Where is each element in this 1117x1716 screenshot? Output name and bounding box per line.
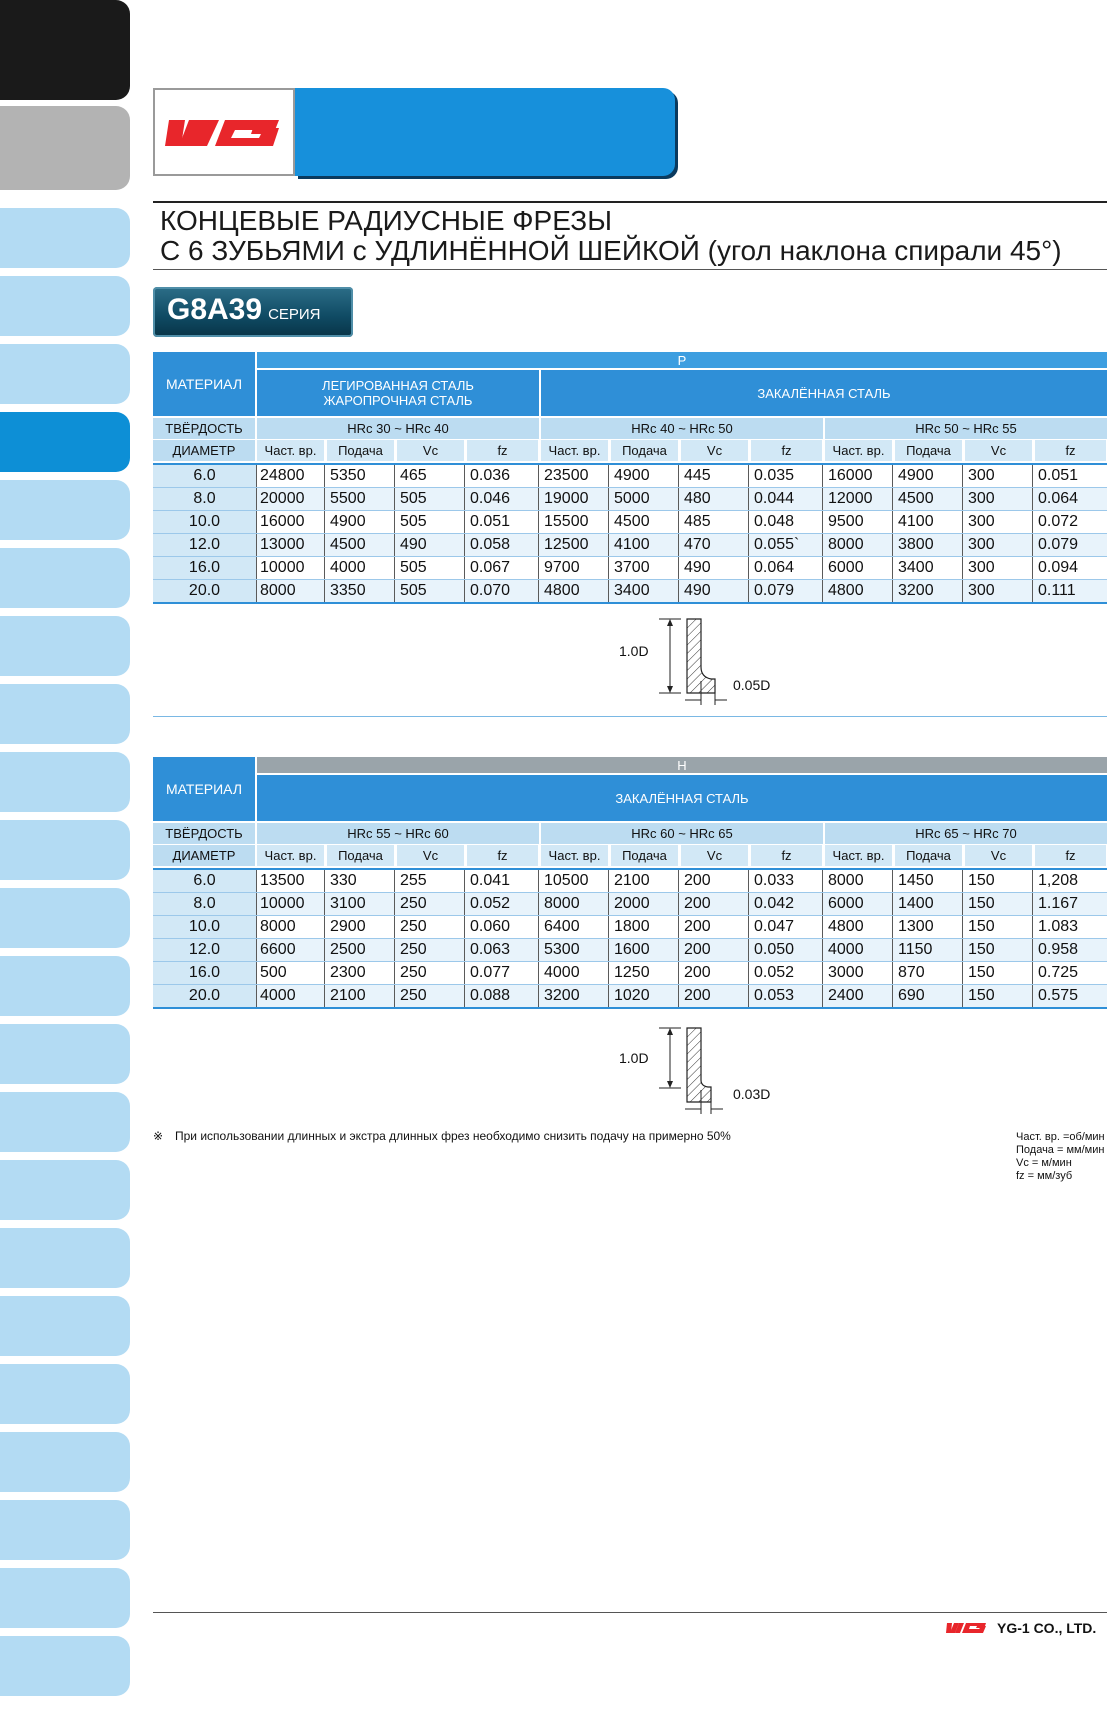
- side-tab-2[interactable]: [0, 208, 130, 268]
- value-cell: 19000: [541, 488, 609, 510]
- value-cell: 2100: [611, 870, 679, 892]
- material-hardened-steel: ЗАКАЛЁННАЯ СТАЛЬ: [257, 775, 1107, 821]
- value-cell: 0.958: [1038, 941, 1079, 958]
- title-rule-top: [153, 201, 1107, 203]
- value-cell: 0.035: [751, 465, 823, 487]
- value-cell: 0.050: [751, 939, 823, 961]
- side-tab-3[interactable]: [0, 276, 130, 336]
- column-header: Vc: [397, 440, 464, 461]
- value-cell: 3350: [327, 580, 395, 602]
- value-cell: 6000: [825, 557, 893, 579]
- table-row: [153, 488, 1107, 511]
- value-cell: 0.077: [467, 962, 539, 984]
- value-cell: 15500: [541, 511, 609, 533]
- side-tab-12[interactable]: [0, 888, 130, 948]
- value-cell: 300: [965, 488, 1033, 510]
- group-h-header: H: [257, 757, 1107, 773]
- value-cell: 2000: [611, 893, 679, 915]
- value-cell: 3200: [895, 580, 963, 602]
- column-header: Vc: [965, 845, 1032, 866]
- value-cell: 3700: [611, 557, 679, 579]
- diameter-cell: 12.0: [153, 939, 257, 961]
- value-cell: 4800: [825, 580, 893, 602]
- value-cell: 0.053: [751, 985, 823, 1007]
- side-tab-14[interactable]: [0, 1024, 130, 1084]
- title-line-1: КОНЦЕВЫЕ РАДИУСНЫЕ ФРЕЗЫ: [160, 205, 612, 236]
- hardness-range-1: HRc 30 ~ HRc 40: [257, 418, 539, 439]
- value-cell: 0.047: [751, 916, 823, 938]
- value-cell: 4900: [895, 465, 963, 487]
- neck-diagram-1: [615, 615, 795, 705]
- value-cell: 3400: [611, 580, 679, 602]
- column-header: Подача: [327, 845, 394, 866]
- column-header: Vc: [681, 845, 748, 866]
- column-header: Подача: [327, 440, 394, 461]
- footnote: [153, 1129, 731, 1143]
- value-cell: 0.079: [751, 580, 823, 602]
- unit-vc: Vc = м/мин: [1016, 1157, 1072, 1169]
- value-cell: 300: [965, 511, 1033, 533]
- value-cell: 4000: [825, 939, 893, 961]
- value-cell: 150: [965, 870, 1033, 892]
- value-cell: 8000: [257, 916, 325, 938]
- value-cell: 8000: [825, 534, 893, 556]
- table-body: [153, 465, 1107, 603]
- diameter-label: ДИАМЕТР: [153, 440, 255, 461]
- value-cell: 4500: [611, 511, 679, 533]
- diameter-cell: 6.0: [153, 465, 257, 487]
- side-tab-0[interactable]: [0, 0, 130, 100]
- value-cell: 9700: [541, 557, 609, 579]
- table-row: [153, 916, 1107, 939]
- value-cell: 0.052: [751, 962, 823, 984]
- column-header: fz: [751, 440, 822, 461]
- column-header: fz: [1035, 440, 1106, 461]
- diameter-label: ДИАМЕТР: [153, 845, 255, 866]
- side-tab-8[interactable]: [0, 616, 130, 676]
- note-mark: ※: [153, 1129, 164, 1143]
- diameter-cell: 6.0: [153, 870, 257, 892]
- value-cell: 0.058: [467, 534, 539, 556]
- diameter-cell: 10.0: [153, 916, 257, 938]
- value-cell: 0.079: [1038, 536, 1079, 553]
- value-cell: 4900: [327, 511, 395, 533]
- diameter-cell: 8.0: [153, 488, 257, 510]
- side-tab-9[interactable]: [0, 684, 130, 744]
- side-tab-6[interactable]: [0, 480, 130, 540]
- value-cell: 4000: [257, 985, 325, 1007]
- value-cell: 5300: [541, 939, 609, 961]
- diameter-cell: 12.0: [153, 534, 257, 556]
- cutting-data-table-h: [153, 757, 1107, 1009]
- group-p-header: P: [257, 352, 1107, 368]
- value-cell: 0.051: [467, 511, 539, 533]
- hardness-range-3: HRc 65 ~ HRc 70: [825, 823, 1107, 844]
- value-cell: 200: [681, 916, 749, 938]
- side-tab-7[interactable]: [0, 548, 130, 608]
- value-cell: 4800: [825, 916, 893, 938]
- value-cell: 500: [257, 962, 325, 984]
- value-cell: 0.575: [1038, 987, 1079, 1004]
- side-tab-22[interactable]: [0, 1568, 130, 1628]
- value-cell: 10000: [257, 893, 325, 915]
- value-cell: 1,208: [1038, 872, 1079, 889]
- units-legend: [1016, 1131, 1105, 1183]
- value-cell: 6400: [541, 916, 609, 938]
- table-row: [153, 534, 1107, 557]
- material-hardened-steel: ЗАКАЛЁННАЯ СТАЛЬ: [541, 370, 1107, 416]
- value-cell: 0.046: [467, 488, 539, 510]
- column-header: Част. вр.: [257, 845, 324, 866]
- value-cell: 5000: [611, 488, 679, 510]
- column-header-row: [153, 845, 1107, 866]
- table-row: [153, 985, 1107, 1008]
- value-cell: 2900: [327, 916, 395, 938]
- diagram-width-label: 0.05D: [733, 677, 771, 693]
- value-cell: 1400: [895, 893, 963, 915]
- value-cell: 0.063: [467, 939, 539, 961]
- yg-small-logo-icon: [945, 1620, 989, 1636]
- side-tab-20[interactable]: [0, 1432, 130, 1492]
- value-cell: 24800: [257, 465, 325, 487]
- value-cell: 150: [965, 985, 1033, 1007]
- material-alloy-steel: ЛЕГИРОВАННАЯ СТАЛЬ ЖАРОПРОЧНАЯ СТАЛЬ: [257, 370, 539, 416]
- diameter-cell: 8.0: [153, 893, 257, 915]
- value-cell: 200: [681, 870, 749, 892]
- side-tab-10[interactable]: [0, 752, 130, 812]
- header-banner: [295, 88, 675, 176]
- value-cell: 0.064: [1038, 490, 1079, 507]
- value-cell: 8000: [541, 893, 609, 915]
- value-cell: 4800: [541, 580, 609, 602]
- unit-feed: Подача = мм/мин: [1016, 1144, 1105, 1156]
- table-row: [153, 511, 1107, 534]
- value-cell: 0.036: [467, 465, 539, 487]
- value-cell: 505: [397, 580, 465, 602]
- title-rule-bottom: [153, 269, 1107, 270]
- table-row: [153, 962, 1107, 985]
- value-cell: 8000: [825, 870, 893, 892]
- value-cell: 3800: [895, 534, 963, 556]
- value-cell: 5350: [327, 465, 395, 487]
- value-cell: 4000: [541, 962, 609, 984]
- column-header: Част. вр.: [825, 845, 892, 866]
- value-cell: 4500: [895, 488, 963, 510]
- value-cell: 1.167: [1038, 895, 1079, 912]
- value-cell: 200: [681, 893, 749, 915]
- value-cell: 0.052: [467, 893, 539, 915]
- side-tab-11[interactable]: [0, 820, 130, 880]
- diameter-cell: 10.0: [153, 511, 257, 533]
- value-cell: 250: [397, 916, 465, 938]
- table-row: [153, 580, 1107, 603]
- side-tab-1[interactable]: [0, 106, 130, 190]
- value-cell: 0.041: [467, 870, 539, 892]
- value-cell: 150: [965, 893, 1033, 915]
- value-cell: 1250: [611, 962, 679, 984]
- column-header: Част. вр.: [541, 845, 608, 866]
- value-cell: 0.048: [751, 511, 823, 533]
- value-cell: 200: [681, 939, 749, 961]
- column-header: fz: [467, 440, 538, 461]
- yg-logo: [153, 88, 295, 176]
- diameter-cell: 16.0: [153, 557, 257, 579]
- hardness-range-3: HRc 50 ~ HRc 55: [825, 418, 1107, 439]
- footer-brand: [945, 1620, 1096, 1636]
- value-cell: 4900: [611, 465, 679, 487]
- value-cell: 4100: [611, 534, 679, 556]
- material-label: МАТЕРИАЛ: [153, 757, 255, 821]
- value-cell: 13500: [257, 870, 325, 892]
- value-cell: 445: [681, 465, 749, 487]
- side-tab-23[interactable]: [0, 1636, 130, 1696]
- note-text: При использовании длинных и экстра длинных фрез необходимо снизить подачу на примерно 50%: [175, 1129, 731, 1143]
- series-badge: [153, 287, 353, 337]
- logo-header: [153, 88, 523, 176]
- value-cell: 300: [965, 465, 1033, 487]
- value-cell: 0.042: [751, 893, 823, 915]
- side-tab-13[interactable]: [0, 956, 130, 1016]
- column-header: Подача: [895, 440, 962, 461]
- diagram-width-label: 0.03D: [733, 1086, 771, 1102]
- value-cell: 250: [397, 962, 465, 984]
- value-cell: 300: [965, 580, 1033, 602]
- value-cell: 490: [681, 580, 749, 602]
- value-cell: 3200: [541, 985, 609, 1007]
- column-header: Част. вр.: [825, 440, 892, 461]
- value-cell: 470: [681, 534, 749, 556]
- unit-rpm: Част. вр. =об/мин: [1016, 1131, 1105, 1143]
- value-cell: 6000: [825, 893, 893, 915]
- value-cell: 0.088: [467, 985, 539, 1007]
- value-cell: 12500: [541, 534, 609, 556]
- value-cell: 20000: [257, 488, 325, 510]
- value-cell: 3400: [895, 557, 963, 579]
- unit-fz: fz = мм/зуб: [1016, 1170, 1073, 1182]
- value-cell: 690: [895, 985, 963, 1007]
- side-tab-21[interactable]: [0, 1500, 130, 1560]
- value-cell: 505: [397, 511, 465, 533]
- side-tab-18[interactable]: [0, 1296, 130, 1356]
- value-cell: 2400: [825, 985, 893, 1007]
- value-cell: 16000: [825, 465, 893, 487]
- value-cell: 10500: [541, 870, 609, 892]
- column-header: Подача: [611, 845, 678, 866]
- company-name: YG-1 CO., LTD.: [997, 1620, 1097, 1636]
- value-cell: 0.111: [1038, 582, 1076, 599]
- value-cell: 6600: [257, 939, 325, 961]
- series-word: СЕРИЯ: [268, 306, 321, 323]
- series-code: G8A39: [167, 293, 263, 326]
- value-cell: 150: [965, 916, 1033, 938]
- hardness-label: ТВЁРДОСТЬ: [153, 418, 255, 439]
- title-line-2: С 6 ЗУБЬЯМИ с УДЛИНЁННОЙ ШЕЙКОЙ (угол наклона спирали 45°): [160, 235, 1062, 266]
- value-cell: 4000: [327, 557, 395, 579]
- hardness-label: ТВЁРДОСТЬ: [153, 823, 255, 844]
- hardness-range-1: HRc 55 ~ HRc 60: [257, 823, 539, 844]
- column-header: fz: [751, 845, 822, 866]
- column-header: Vc: [397, 845, 464, 866]
- diagram-depth-label: 1.0D: [619, 643, 649, 659]
- value-cell: 505: [397, 557, 465, 579]
- value-cell: 0.094: [1038, 559, 1079, 576]
- value-cell: 490: [397, 534, 465, 556]
- value-cell: 0.060: [467, 916, 539, 938]
- value-cell: 480: [681, 488, 749, 510]
- value-cell: 250: [397, 939, 465, 961]
- column-header: Част. вр.: [541, 440, 608, 461]
- column-header: fz: [1035, 845, 1106, 866]
- hardness-range-2: HRc 40 ~ HRc 50: [541, 418, 823, 439]
- side-tabs: [0, 0, 130, 1716]
- value-cell: 2100: [327, 985, 395, 1007]
- value-cell: 485: [681, 511, 749, 533]
- page-title: [160, 206, 1062, 266]
- value-cell: 2500: [327, 939, 395, 961]
- value-cell: 4100: [895, 511, 963, 533]
- value-cell: 3100: [327, 893, 395, 915]
- value-cell: 150: [965, 939, 1033, 961]
- value-cell: 1020: [611, 985, 679, 1007]
- value-cell: 330: [327, 870, 395, 892]
- table-row: [153, 557, 1107, 580]
- footer-rule: [153, 1612, 1107, 1613]
- table-bottom-border: [153, 602, 1107, 604]
- table-row: [153, 870, 1107, 893]
- side-tab-19[interactable]: [0, 1364, 130, 1424]
- value-cell: 300: [965, 557, 1033, 579]
- value-cell: 490: [681, 557, 749, 579]
- value-cell: 870: [895, 962, 963, 984]
- value-cell: 505: [397, 488, 465, 510]
- value-cell: 5500: [327, 488, 395, 510]
- value-cell: 150: [965, 962, 1033, 984]
- value-cell: 13000: [257, 534, 325, 556]
- table-row: [153, 893, 1107, 916]
- column-header: Част. вр.: [257, 440, 324, 461]
- value-cell: 1450: [895, 870, 963, 892]
- value-cell: 255: [397, 870, 465, 892]
- section-separator: [153, 716, 1107, 717]
- value-cell: 0.055`: [751, 534, 823, 556]
- value-cell: 250: [397, 985, 465, 1007]
- diagram-depth-label: 1.0D: [619, 1050, 649, 1066]
- value-cell: 1600: [611, 939, 679, 961]
- column-header: fz: [467, 845, 538, 866]
- diameter-cell: 16.0: [153, 962, 257, 984]
- hardness-range-2: HRc 60 ~ HRc 65: [541, 823, 823, 844]
- table-body: [153, 870, 1107, 1008]
- value-cell: 1300: [895, 916, 963, 938]
- value-cell: 0.725: [1038, 964, 1079, 981]
- column-header-row: [153, 440, 1107, 461]
- table-row: [153, 939, 1107, 962]
- side-tab-17[interactable]: [0, 1228, 130, 1288]
- value-cell: 200: [681, 962, 749, 984]
- yg-logo-icon: [155, 90, 293, 174]
- value-cell: 0.044: [751, 488, 823, 510]
- side-tab-15[interactable]: [0, 1092, 130, 1152]
- value-cell: 0.070: [467, 580, 539, 602]
- side-tab-16[interactable]: [0, 1160, 130, 1220]
- value-cell: 0.033: [751, 870, 823, 892]
- value-cell: 4500: [327, 534, 395, 556]
- value-cell: 465: [397, 465, 465, 487]
- column-header: Vc: [965, 440, 1032, 461]
- column-header: Vc: [681, 440, 748, 461]
- column-header: Подача: [611, 440, 678, 461]
- value-cell: 0.051: [1038, 467, 1079, 484]
- value-cell: 0.064: [751, 557, 823, 579]
- value-cell: 10000: [257, 557, 325, 579]
- value-cell: 16000: [257, 511, 325, 533]
- diameter-cell: 20.0: [153, 985, 257, 1007]
- value-cell: 1150: [895, 939, 963, 961]
- value-cell: 1800: [611, 916, 679, 938]
- diameter-cell: 20.0: [153, 580, 257, 602]
- value-cell: 200: [681, 985, 749, 1007]
- side-tab-5[interactable]: [0, 412, 130, 472]
- value-cell: 300: [965, 534, 1033, 556]
- value-cell: 0.072: [1038, 513, 1079, 530]
- value-cell: 250: [397, 893, 465, 915]
- value-cell: 0.067: [467, 557, 539, 579]
- value-cell: 9500: [825, 511, 893, 533]
- table-row: [153, 465, 1107, 488]
- side-tab-4[interactable]: [0, 344, 130, 404]
- value-cell: 8000: [257, 580, 325, 602]
- material-label: МАТЕРИАЛ: [153, 352, 255, 416]
- table-bottom-border: [153, 1007, 1107, 1009]
- value-cell: 23500: [541, 465, 609, 487]
- value-cell: 2300: [327, 962, 395, 984]
- value-cell: 1.083: [1038, 918, 1079, 935]
- value-cell: 12000: [825, 488, 893, 510]
- value-cell: 3000: [825, 962, 893, 984]
- cutting-data-table-p: [153, 352, 1107, 604]
- neck-diagram-2: [615, 1024, 795, 1114]
- column-header: Подача: [895, 845, 962, 866]
